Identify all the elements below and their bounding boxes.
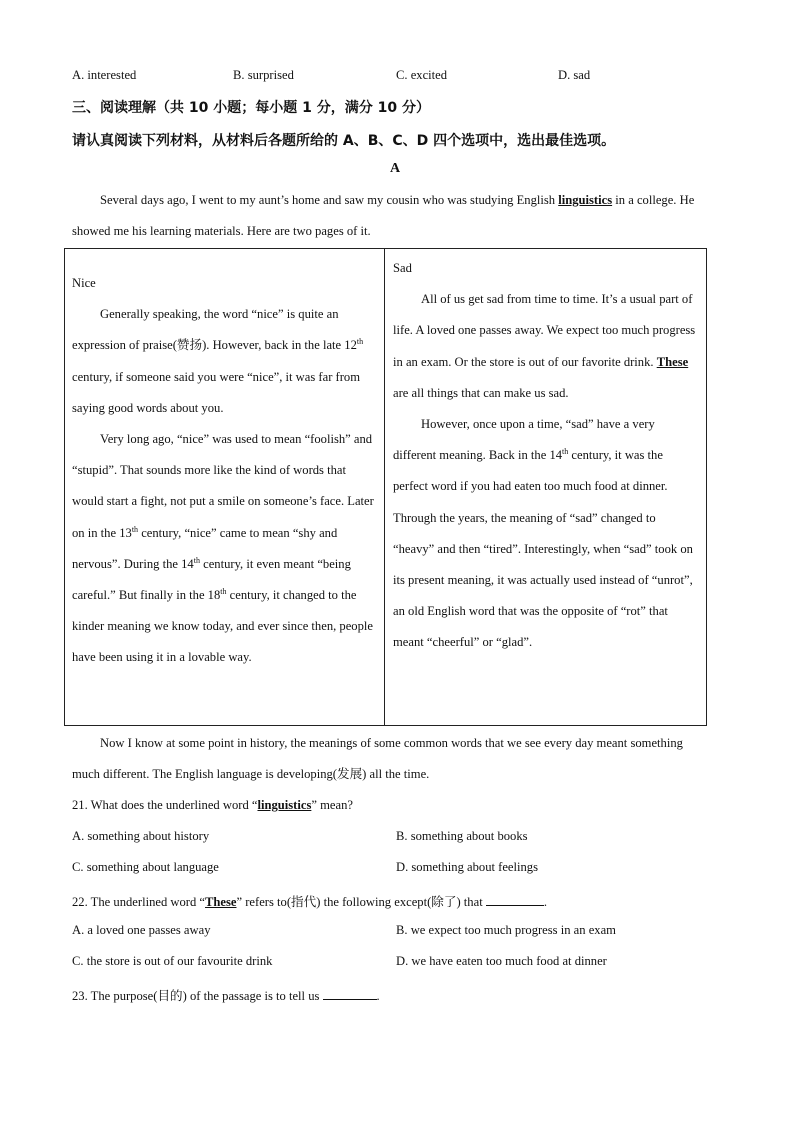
q22-stem: 22. The underlined word “These” refers to(指代) the following except(除了) that . [72, 895, 547, 909]
section-heading: 三、阅读理解（共 10 小题；每小题 1 分，满分 10 分） [72, 100, 430, 116]
section-instruction: 请认真阅读下列材料，从材料后各题所给的 A、B、C、D 四个选项中，选出最佳选项。 [72, 133, 616, 149]
closing-paragraph: Now I know at some point in history, the meanings of some common words that we see every day meant something much different. The English language is developing(发展) all the time. [72, 736, 683, 782]
q22-option-a: A. a loved one passes away [72, 923, 211, 937]
q23-stem: 23. The purpose(目的) of the passage is to tell us . [72, 989, 380, 1003]
q22-option-c: C. the store is out of our favourite drink [72, 954, 273, 968]
q20-option-d: D. sad [558, 68, 591, 82]
intro-paragraph: Several days ago, I went to my aunt’s home and saw my cousin who was studying English linguistics in a college. He showed me his learning materials. Here are two pages of it. [72, 193, 695, 239]
q21-option-c: C. something about language [72, 860, 219, 874]
sad-column [393, 253, 699, 659]
nice-paragraph-2: Very long ago, “nice” was used to mean “foolish” and “stupid”. That sounds more like the kind of words that would start a fight, not put a smile on someone’s face. Later on in the 13th century, “nice” came to mean “shy and nervous”. During the 14th century, it even meant “being careful.” But finally in the 18th century, it changed to the kinder meaning we know today, and ever since then, people have been using it in a lovable way. [72, 432, 374, 665]
q21-option-b: B. something about books [396, 829, 528, 843]
keyword-these: These [656, 354, 689, 369]
q22-option-b: B. we expect too much progress in an exam [396, 923, 616, 937]
q20-option-b: B. surprised [233, 68, 294, 82]
table-divider [384, 248, 385, 726]
answer-blank [323, 989, 377, 1000]
q21-stem: 21. What does the underlined word “linguistics” mean? [72, 798, 353, 812]
q22-option-d: D. we have eaten too much food at dinner [396, 954, 607, 968]
q20-option-c: C. excited [396, 68, 448, 82]
sad-paragraph-3: Through the years, the meaning of “sad” changed to “heavy” and then “tired”. Interestingly, when “sad” took on its present meaning, it was actually used instead of “unrot”, an old English word that was the opposite of “rot” that meant “cheerful” or “glad”. [393, 510, 693, 650]
nice-paragraph-1: Generally speaking, the word “nice” is quite an expression of praise(赞扬). However, back in the late 12th century, if someone said you were “nice”, it was far from saying good words about you. [72, 307, 364, 415]
sad-title: Sad [393, 261, 412, 275]
sad-paragraph-1: All of us get sad from time to time. It’s a usual part of life. A loved one passes away. We expect too much progress in an exam. Or the store is out of our favorite drink. These are all things that can make us sad. [393, 292, 696, 400]
answer-blank [486, 895, 544, 906]
q20-option-a: A. interested [72, 68, 137, 82]
nice-column [72, 268, 374, 674]
passage-letter: A [390, 161, 401, 176]
keyword-linguistics: linguistics [558, 193, 613, 207]
sad-paragraph-2: However, once upon a time, “sad” have a very different meaning. Back in the 14th century, it was the perfect word if you had eaten too much food at dinner. [393, 417, 668, 494]
q21-option-d: D. something about feelings [396, 860, 539, 874]
q21-option-a: A. something about history [72, 829, 210, 843]
nice-title: Nice [72, 276, 96, 290]
